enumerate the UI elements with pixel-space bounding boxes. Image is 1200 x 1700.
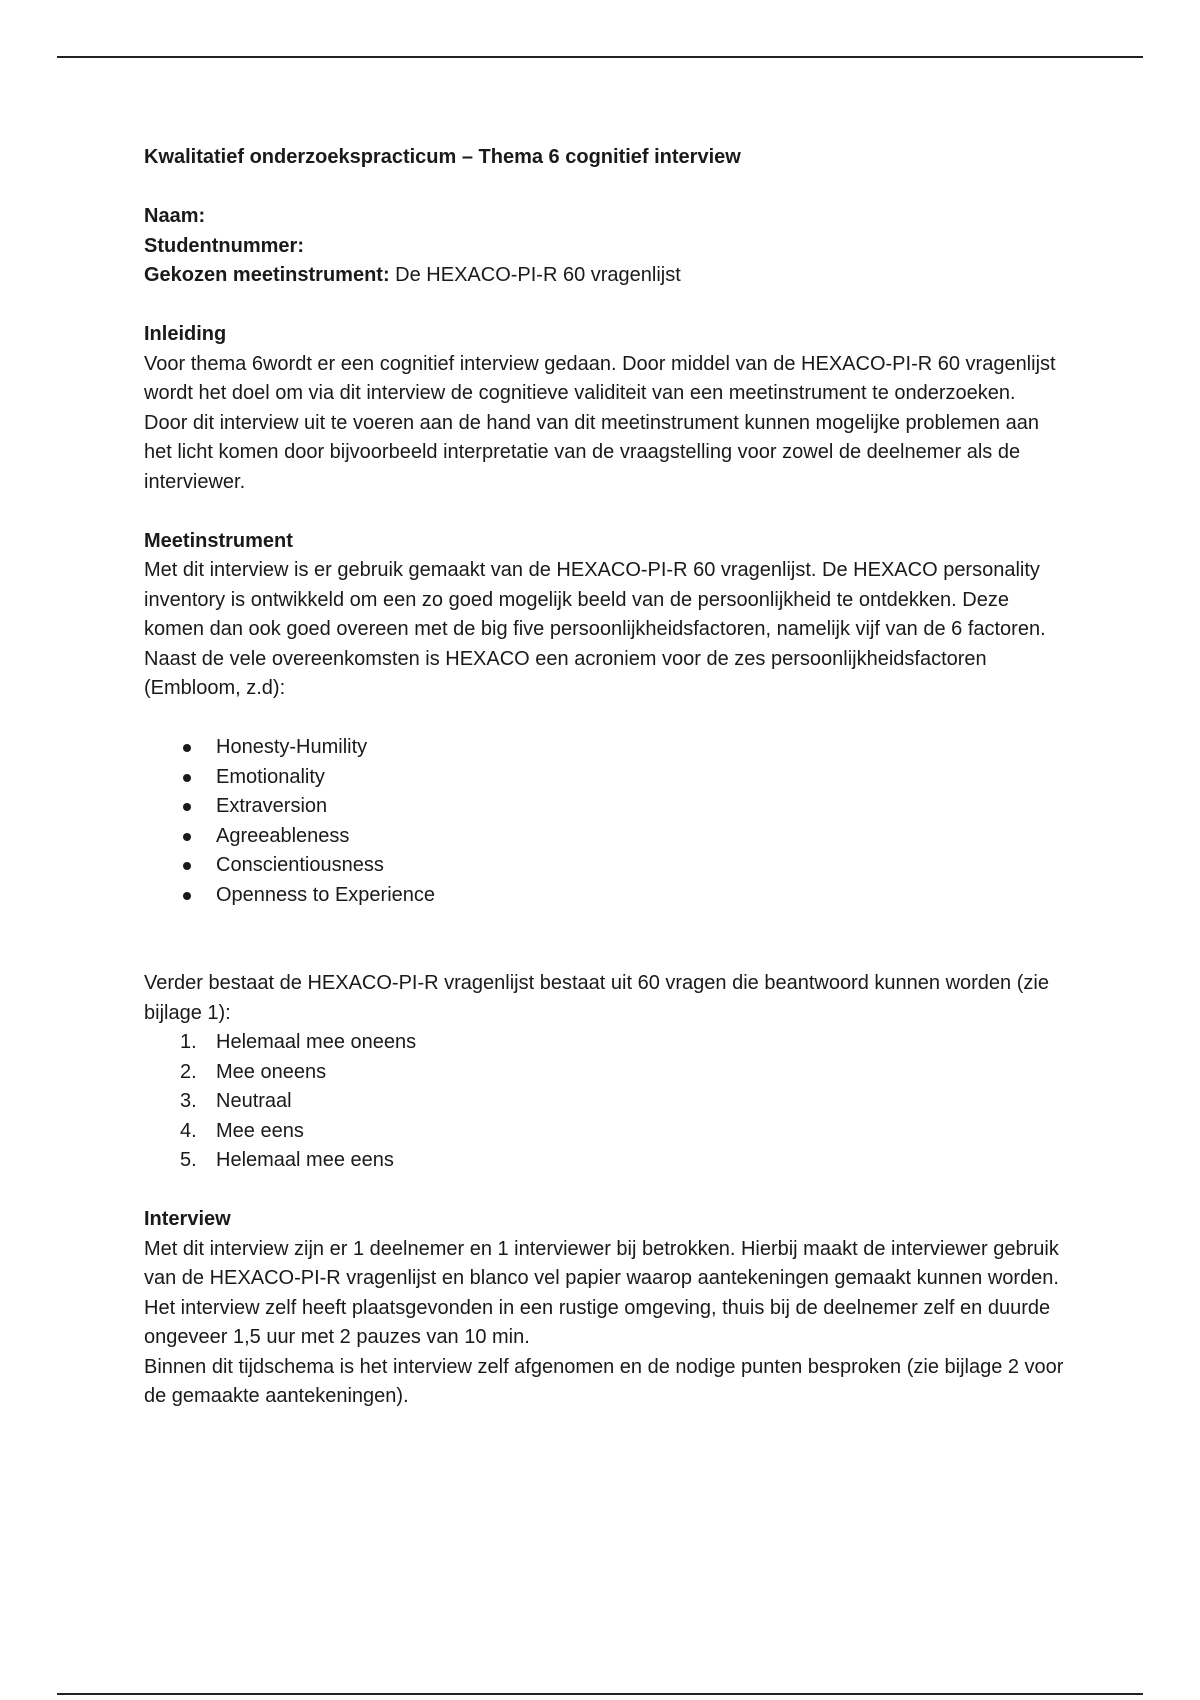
list-item: [144, 1117, 1064, 1147]
list-item: [144, 1058, 1064, 1088]
list-item: [144, 1087, 1064, 1117]
list-label: Neutraal: [216, 1090, 292, 1112]
list-item: [144, 1028, 1064, 1058]
interview-paragraph-1: Met dit interview zijn er 1 deelnemer en 1 interviewer bij betrokken. Hierbij maakt de interviewer gebruik van de HEXACO-PI-R vragenlijst en blanco vel papier waarop aantekeningen gemaakt kunnen worden.: [144, 1237, 1059, 1289]
student-number-label: Studentnummer:: [144, 234, 304, 257]
document-body: [144, 143, 1064, 1412]
header-rule: [57, 56, 1143, 58]
spacer: [144, 291, 1064, 321]
list-item: [144, 1146, 1064, 1176]
list-number: 5.: [180, 1149, 197, 1171]
list-item: Agreeableness: [144, 822, 1064, 852]
spacer: [144, 940, 1064, 970]
section-heading-interview: Interview: [144, 1208, 231, 1230]
list-item: Honesty-Humility: [144, 733, 1064, 763]
interview-paragraph-3: Binnen dit tijdschema is het interview zelf afgenomen en de nodige punten besproken (zie bijlage 2 voor de gemaakte aantekeningen).: [144, 1355, 1064, 1407]
name-field: [144, 202, 1064, 232]
inleiding-paragraph: Voor thema 6wordt er een cognitief interview gedaan. Door middel van de HEXACO-PI-R 60 vragenlijst wordt het doel om via dit interview de cognitieve validiteit van een meetinstrument te onderzoeken. Door dit interview uit te voeren aan de hand van dit meetinstrument kunnen mogelijke problemen aan het licht komen door bijvoorbeeld interpretatie van de vraagstelling voor zowel de deelnemer als de interviewer.: [144, 352, 1056, 493]
answer-scale-list: [144, 1028, 1064, 1176]
section-heading-meetinstrument: Meetinstrument: [144, 529, 293, 552]
list-number: 4.: [180, 1119, 197, 1142]
list-label: Mee oneens: [216, 1060, 327, 1083]
footer-rule: [57, 1693, 1143, 1695]
list-label: Helemaal mee eens: [216, 1149, 394, 1171]
list-label: Helemaal mee oneens: [216, 1031, 417, 1053]
meetinstrument-paragraph-2: Naast de vele overeenkomsten is HEXACO een acroniem voor de zes persoonlijkheidsfactoren (Embloom, z.d):: [144, 647, 987, 699]
list-number: 3.: [180, 1090, 197, 1112]
document-title: Kwalitatief onderzoekspracticum – Thema 6 cognitief interview: [144, 146, 741, 168]
student-number-field: [144, 232, 1064, 262]
spacer: [144, 704, 1064, 734]
instrument-label: Gekozen meetinstrument:: [144, 264, 390, 286]
list-number: 2.: [180, 1060, 197, 1083]
interview-paragraph-2: Het interview zelf heeft plaatsgevonden in een rustige omgeving, thuis bij de deelnemer zelf en duurde ongeveer 1,5 uur met 2 pauzes van 10 min.: [144, 1296, 1051, 1348]
spacer: [144, 910, 1064, 940]
factor-list: [144, 733, 1064, 910]
instrument-field: [144, 261, 1064, 291]
spacer: [144, 497, 1064, 527]
list-number: 1.: [180, 1031, 197, 1053]
meetinstrument-paragraph-1: Met dit interview is er gebruik gemaakt van de HEXACO-PI-R 60 vragenlijst. De HEXACO personality inventory is ontwikkeld om een zo goed mogelijk beeld van de persoonlijkheid te ontdekken. Deze komen dan ook goed overeen met de big five persoonlijkheidsfactoren, namelijk vijf van de 6 factoren.: [144, 559, 1046, 640]
spacer: [144, 173, 1064, 203]
list-item: Openness to Experience: [144, 881, 1064, 911]
list-item: Emotionality: [144, 763, 1064, 793]
list-label: Mee eens: [216, 1119, 304, 1142]
name-label: Naam:: [144, 205, 206, 227]
spacer: [144, 1176, 1064, 1206]
list-item: Conscientiousness: [144, 851, 1064, 881]
list-item: Extraversion: [144, 792, 1064, 822]
section-heading-inleiding: Inleiding: [144, 323, 227, 345]
instrument-value: De HEXACO-PI-R 60 vragenlijst: [389, 264, 681, 286]
meetinstrument-paragraph-3: Verder bestaat de HEXACO-PI-R vragenlijst bestaat uit 60 vragen die beantwoord kunnen worden (zie bijlage 1):: [144, 972, 1049, 1024]
